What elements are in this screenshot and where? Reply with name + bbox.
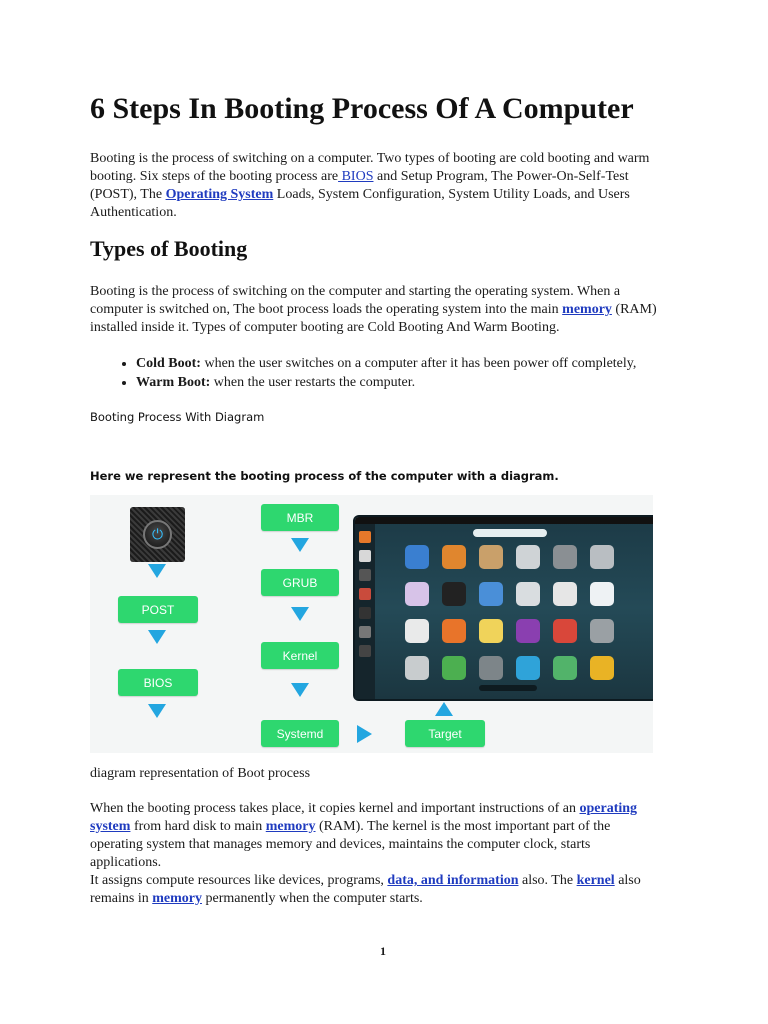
power-button-image [130, 507, 185, 562]
tools-icon [479, 656, 503, 680]
bios-link[interactable]: BIOS [338, 169, 374, 184]
desktop-top-bar [355, 517, 653, 524]
diagram-intro: Here we represent the booting process of the computer with a diagram. [90, 469, 559, 483]
operating-system-link[interactable]: operating system [90, 801, 638, 834]
kernel-text-6: also remains in [90, 873, 641, 906]
monitor-icon [359, 607, 371, 619]
pen-icon [442, 656, 466, 680]
clock-icon [442, 582, 466, 606]
notes-icon [479, 619, 503, 643]
boot-types-list [90, 354, 636, 392]
page-title: 6 Steps In Booting Process Of A Computer [90, 92, 634, 125]
contacts-icon [479, 582, 503, 606]
diagram-caption: diagram representation of Boot process [90, 766, 311, 781]
archive-icon [405, 656, 429, 680]
image-icon [405, 582, 429, 606]
intro-text-3: Loads, System Configuration, System Utility Loads, and Users Authentication. [90, 187, 630, 220]
list-item [136, 373, 636, 392]
arrow-down-icon [148, 564, 166, 578]
warm-boot-term: Warm Boot: [136, 375, 211, 390]
grid-icon [553, 545, 577, 569]
step-post: POST [118, 596, 198, 623]
kernel-text-7: permanently when the computer starts. [201, 891, 423, 906]
intro-text-2: and Setup Program, The Power-On-Self-Test (POST), The [90, 169, 629, 202]
file-icon [405, 619, 429, 643]
disks-icon [590, 582, 614, 606]
kernel-text-3: (RAM). The kernel is the most important part of the operating system that manages memory and devices, maintains the computer clock, starts applications. [90, 819, 611, 870]
step-kernel: Kernel [261, 642, 339, 669]
calculator-icon [590, 545, 614, 569]
box-icon [479, 545, 503, 569]
step-grub: GRUB [261, 569, 339, 596]
apps-grid-icon [359, 645, 371, 657]
page-switcher [479, 685, 537, 691]
intro-paragraph [90, 150, 660, 222]
cold-boot-term: Cold Boot: [136, 356, 201, 371]
arrow-down-icon [291, 683, 309, 697]
desktop-screenshot [355, 517, 653, 699]
page-number: 1 [380, 944, 386, 958]
download-icon [553, 656, 577, 680]
globe-icon [405, 545, 429, 569]
step-target: Target [405, 720, 485, 747]
intro-text-1: Booting is the process of switching on a computer. Two types of booting are cold booting and warm booting. Six steps of the booting process are [90, 151, 650, 184]
diamond-icon [516, 545, 540, 569]
folder-icon [442, 545, 466, 569]
firefox-icon [359, 531, 371, 543]
text-editor-icon [553, 582, 577, 606]
calculator-icon [590, 619, 614, 643]
kernel-link[interactable]: kernel [576, 873, 615, 888]
arrow-down-icon [148, 630, 166, 644]
list-item [136, 354, 636, 373]
help-icon [553, 619, 577, 643]
desktop-dock [355, 524, 375, 699]
warm-boot-desc: when the user restarts the computer. [210, 375, 416, 390]
boot-process-diagram [90, 495, 653, 753]
kernel-text-2: from hard disk to main [130, 819, 266, 834]
cold-boot-desc: when the user switches on a computer after it has been power off completely, [200, 356, 637, 371]
document-icon [359, 550, 371, 562]
kernel-text-1: When the booting process takes place, it copies kernel and important instructions of an [90, 801, 580, 816]
arrow-down-icon [291, 538, 309, 552]
kernel-text-4: It assigns compute resources like devices, programs, [90, 873, 388, 888]
firefox-icon [442, 619, 466, 643]
app-icon [359, 569, 371, 581]
types-heading: Types of Booting [90, 236, 248, 261]
diagram-heading: Booting Process With Diagram [90, 410, 265, 424]
memory-link[interactable]: memory [562, 302, 612, 317]
arrow-down-icon [291, 607, 309, 621]
types-text-2: (RAM) installed inside it. Types of computer booting are Cold Booting And Warm Booting. [90, 302, 657, 335]
step-mbr: MBR [261, 504, 339, 531]
shapes-icon [516, 656, 540, 680]
types-text-1: Booting is the process of switching on the computer and starting the operating system. When a computer is switched on, The boot process loads the operating system into the main [90, 284, 621, 317]
lifebuoy-icon [359, 588, 371, 600]
search-input [473, 529, 547, 537]
arrow-right-icon [357, 725, 372, 743]
memory-link[interactable]: memory [265, 819, 316, 834]
step-systemd: Systemd [261, 720, 339, 747]
tools-icon [359, 626, 371, 638]
memory-link[interactable]: memory [152, 891, 202, 906]
lock-icon [590, 656, 614, 680]
app-grid [405, 545, 615, 680]
types-paragraph [90, 283, 660, 337]
kernel-paragraph [90, 800, 660, 908]
document-icon [516, 582, 540, 606]
step-bios: BIOS [118, 669, 198, 696]
arrow-up-icon [435, 702, 453, 716]
operating-system-link[interactable]: Operating System [165, 187, 274, 202]
data-information-link[interactable]: data, and information [387, 873, 519, 888]
arrow-down-icon [148, 704, 166, 718]
eye-icon [516, 619, 540, 643]
power-icon: ⏻ [143, 520, 172, 549]
kernel-text-5: also. The [518, 873, 577, 888]
